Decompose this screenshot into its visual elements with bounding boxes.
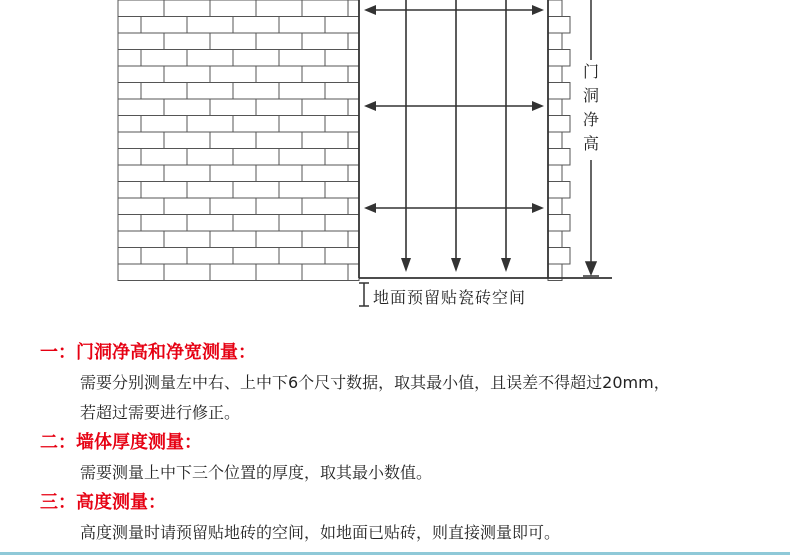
brick bbox=[548, 50, 570, 67]
brick bbox=[141, 83, 187, 100]
brick bbox=[548, 198, 562, 215]
brick bbox=[325, 83, 359, 100]
brick bbox=[302, 99, 348, 116]
brick bbox=[141, 116, 187, 133]
brick bbox=[118, 17, 141, 34]
section-3-heading: 三：高度测量： bbox=[40, 492, 166, 513]
brick bbox=[118, 215, 141, 232]
section-2-heading: 二：墙体厚度测量： bbox=[40, 432, 202, 453]
height-char-2: 洞 bbox=[582, 86, 599, 105]
brick bbox=[233, 182, 279, 199]
brick bbox=[164, 0, 210, 17]
brick bbox=[233, 50, 279, 67]
brick-wall-right bbox=[548, 0, 570, 281]
arrow-head bbox=[532, 203, 544, 213]
floor-space-label: 地面预留贴瓷砖空间 bbox=[373, 288, 527, 307]
brick bbox=[164, 198, 210, 215]
brick bbox=[164, 165, 210, 182]
brick bbox=[164, 264, 210, 281]
brick bbox=[164, 33, 210, 50]
brick bbox=[187, 17, 233, 34]
brick bbox=[118, 132, 164, 149]
brick bbox=[279, 248, 325, 265]
arrow-head bbox=[364, 101, 376, 111]
brick bbox=[118, 248, 141, 265]
brick bbox=[348, 264, 359, 281]
brick bbox=[548, 215, 570, 232]
brick bbox=[548, 17, 570, 34]
bottom-divider bbox=[0, 552, 790, 555]
brick bbox=[548, 182, 570, 199]
brick bbox=[256, 231, 302, 248]
brick bbox=[348, 33, 359, 50]
brick bbox=[118, 116, 141, 133]
height-char-1: 门 bbox=[582, 62, 599, 81]
brick bbox=[141, 50, 187, 67]
brick bbox=[279, 116, 325, 133]
brick bbox=[210, 132, 256, 149]
brick bbox=[118, 165, 164, 182]
brick bbox=[548, 66, 562, 83]
brick bbox=[210, 165, 256, 182]
brick bbox=[302, 132, 348, 149]
brick bbox=[302, 66, 348, 83]
section-1-heading: 一：门洞净高和净宽测量： bbox=[40, 342, 256, 363]
brick bbox=[210, 99, 256, 116]
brick bbox=[118, 33, 164, 50]
brick bbox=[348, 231, 359, 248]
brick bbox=[279, 182, 325, 199]
arrow-head bbox=[501, 258, 511, 272]
brick bbox=[210, 66, 256, 83]
brick bbox=[141, 17, 187, 34]
brick bbox=[118, 66, 164, 83]
brick bbox=[164, 99, 210, 116]
brick bbox=[256, 198, 302, 215]
brick bbox=[187, 50, 233, 67]
floor-space-marker bbox=[359, 283, 369, 306]
brick bbox=[548, 99, 562, 116]
brick bbox=[348, 99, 359, 116]
brick bbox=[233, 215, 279, 232]
brick bbox=[256, 0, 302, 17]
brick bbox=[279, 50, 325, 67]
brick bbox=[141, 248, 187, 265]
brick bbox=[256, 66, 302, 83]
brick bbox=[256, 165, 302, 182]
brick bbox=[141, 182, 187, 199]
brick bbox=[348, 198, 359, 215]
brick bbox=[210, 0, 256, 17]
section-1-line-2: 若超过需要进行修正。 bbox=[80, 403, 241, 422]
brick bbox=[548, 83, 570, 100]
arrow-head bbox=[532, 5, 544, 15]
brick bbox=[118, 99, 164, 116]
brick bbox=[118, 182, 141, 199]
brick bbox=[548, 149, 570, 166]
brick bbox=[233, 149, 279, 166]
brick bbox=[187, 248, 233, 265]
brick bbox=[210, 231, 256, 248]
brick bbox=[118, 50, 141, 67]
brick bbox=[210, 33, 256, 50]
brick bbox=[548, 132, 562, 149]
brick bbox=[164, 132, 210, 149]
brick bbox=[256, 33, 302, 50]
brick bbox=[233, 116, 279, 133]
arrow-head bbox=[451, 258, 461, 272]
brick bbox=[325, 50, 359, 67]
brick bbox=[302, 165, 348, 182]
brick bbox=[164, 66, 210, 83]
brick bbox=[233, 83, 279, 100]
brick bbox=[348, 66, 359, 83]
brick bbox=[302, 33, 348, 50]
brick bbox=[302, 264, 348, 281]
brick bbox=[141, 215, 187, 232]
brick bbox=[256, 264, 302, 281]
brick bbox=[325, 215, 359, 232]
brick bbox=[325, 149, 359, 166]
brick bbox=[548, 231, 562, 248]
brick bbox=[348, 165, 359, 182]
brick bbox=[302, 198, 348, 215]
brick bbox=[233, 17, 279, 34]
brick bbox=[187, 215, 233, 232]
brick bbox=[325, 17, 359, 34]
brick bbox=[548, 165, 562, 182]
brick bbox=[348, 0, 359, 17]
brick bbox=[325, 248, 359, 265]
brick bbox=[118, 0, 164, 17]
brick bbox=[302, 231, 348, 248]
brick bbox=[118, 149, 141, 166]
brick bbox=[187, 116, 233, 133]
brick bbox=[279, 83, 325, 100]
arrow-head bbox=[364, 5, 376, 15]
brick bbox=[279, 149, 325, 166]
brick bbox=[118, 83, 141, 100]
brick bbox=[279, 17, 325, 34]
brick bbox=[187, 182, 233, 199]
brick bbox=[187, 83, 233, 100]
arrow-head bbox=[364, 203, 376, 213]
brick bbox=[325, 116, 359, 133]
arrow-head bbox=[532, 101, 544, 111]
brick bbox=[548, 33, 562, 50]
door-height-label bbox=[578, 60, 604, 156]
brick bbox=[210, 198, 256, 215]
width-arrows bbox=[364, 5, 544, 213]
brick bbox=[164, 231, 210, 248]
brick bbox=[548, 248, 570, 265]
brick-wall bbox=[118, 0, 359, 281]
section-3-line-1: 高度测量时请预留贴地砖的空间，如地面已贴砖，则直接测量即可。 bbox=[80, 523, 561, 542]
brick bbox=[118, 198, 164, 215]
section-2-line-1: 需要测量上中下三个位置的厚度，取其最小数值。 bbox=[80, 463, 433, 482]
section-1-line-1: 需要分别测量左中右、上中下6个尺寸数据，取其最小值，且误差不得超过20mm， bbox=[80, 373, 670, 392]
brick bbox=[325, 182, 359, 199]
brick bbox=[233, 248, 279, 265]
height-arrows bbox=[401, 0, 511, 272]
brick bbox=[118, 231, 164, 248]
brick bbox=[302, 0, 348, 17]
brick bbox=[141, 149, 187, 166]
brick bbox=[187, 149, 233, 166]
height-char-3: 净 bbox=[582, 110, 599, 129]
brick bbox=[256, 132, 302, 149]
height-char-4: 高 bbox=[582, 134, 599, 153]
brick bbox=[548, 116, 570, 133]
door-frame bbox=[359, 0, 612, 278]
brick bbox=[256, 99, 302, 116]
arrow-head bbox=[401, 258, 411, 272]
brick bbox=[210, 264, 256, 281]
brick bbox=[279, 215, 325, 232]
brick bbox=[548, 0, 562, 17]
brick bbox=[348, 132, 359, 149]
brick bbox=[118, 264, 164, 281]
